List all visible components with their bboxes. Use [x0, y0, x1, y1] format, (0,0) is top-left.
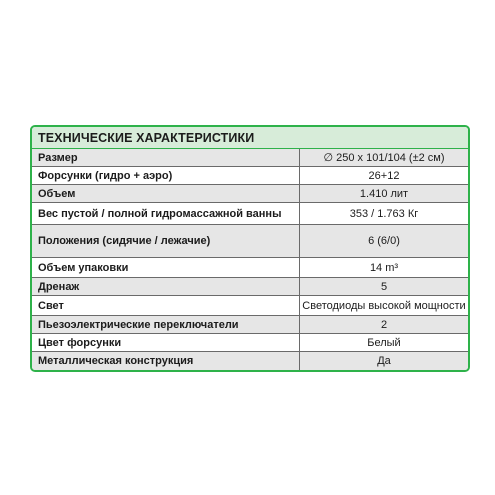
spec-table [30, 125, 470, 372]
row-label: Металлическая конструкция [32, 352, 300, 370]
table-row [32, 149, 468, 167]
row-label: Объем упаковки [32, 258, 300, 277]
table-row [32, 225, 468, 258]
row-value: 353 / 1.763 Кг [349, 207, 419, 220]
table-row [32, 167, 468, 185]
row-value: Да [377, 355, 391, 367]
row-label: Пьезоэлектрические переключатели [32, 316, 300, 333]
row-label: Свет [32, 296, 300, 315]
row-value: 5 [380, 280, 388, 293]
row-label: Объем [32, 185, 300, 202]
row-value: 26+12 [368, 169, 400, 182]
row-label: Размер [32, 149, 300, 166]
row-value: ∅ 250 x 101/104 (±2 см) [323, 152, 445, 164]
row-value: Белый [367, 336, 401, 349]
row-value: 1.410 лит [359, 187, 409, 200]
table-row [32, 352, 468, 370]
row-value: 14 m³ [369, 261, 399, 274]
row-label: Форсунки (гидро + аэро) [32, 167, 300, 184]
table-row [32, 278, 468, 296]
table-row [32, 316, 468, 334]
spec-table-header [32, 127, 468, 149]
row-value: 2 [380, 318, 388, 331]
row-label: Вес пустой / полной гидромассажной ванны [32, 203, 300, 224]
row-value: Светодиоды высокой мощности [302, 299, 466, 312]
row-label: Положения (сидячие / лежачие) [32, 225, 300, 257]
table-row [32, 258, 468, 278]
table-row [32, 185, 468, 203]
spec-table-title: ТЕХНИЧЕСКИЕ ХАРАКТЕРИСТИКИ [38, 130, 255, 145]
row-value: 6 (6/0) [368, 235, 400, 247]
table-row [32, 203, 468, 225]
row-label: Дренаж [32, 278, 300, 295]
table-row [32, 296, 468, 316]
table-row [32, 334, 468, 352]
row-label: Цвет форсунки [32, 334, 300, 351]
